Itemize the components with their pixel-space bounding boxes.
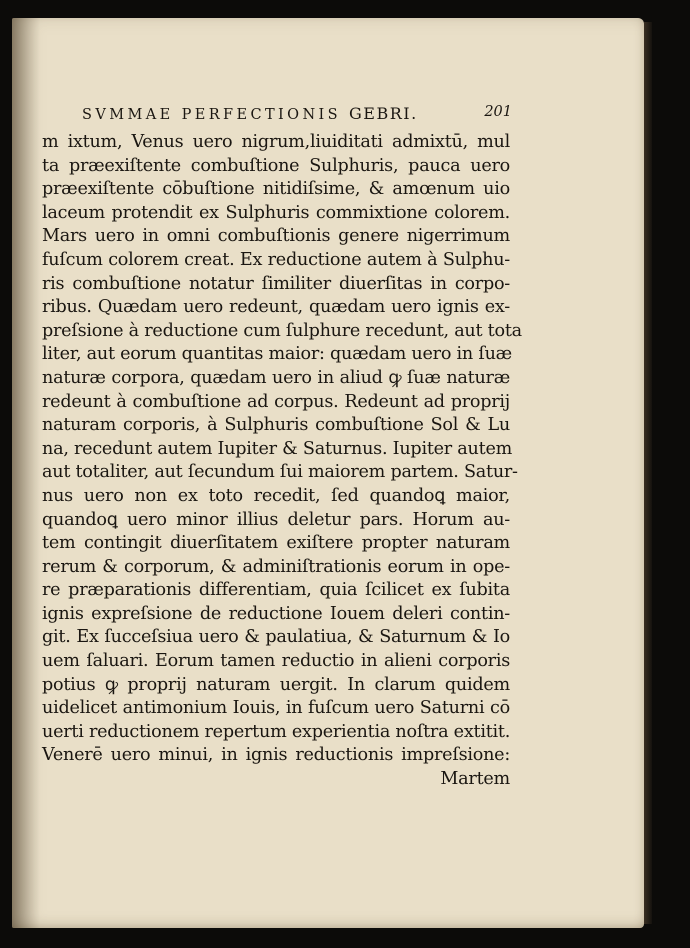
text-line: re præparationis differentiam, quia ſcilicet ex ſubita <box>42 580 510 601</box>
page-edge <box>644 22 652 924</box>
text-line: potius ꝙ proprij naturam uergit. In clarum quidem <box>42 674 510 695</box>
text-line: git. Ex ſucceſsiua uero & paulatiua, & Saturnum & Io <box>42 627 510 648</box>
text-line: uidelicet antimonium Iouis, in fuſcum uero Saturni cō <box>42 698 510 719</box>
running-head-author: GEBRI. <box>349 104 418 123</box>
text-line: rerum & corporum, & adminiſtrationis eorum in ope- <box>42 556 510 577</box>
text-line: Mars uero in omni combuſtionis genere nigerrimum <box>42 226 510 247</box>
text-line: liter, aut eorum quantitas maior: quædam uero in ſuæ <box>42 344 512 365</box>
text-line: naturæ corpora, quædam uero in aliud ꝙ ſuæ naturæ <box>42 367 510 388</box>
text-line: aut totaliter, aut ſecundum ſui maiorem partem. Satur- <box>42 462 518 483</box>
text-line: nus uero non ex toto recedit, ſed quandoꝗ maior, <box>42 485 510 506</box>
folio-number: 201 <box>484 104 512 120</box>
text-line: Venerē uero minui, in ignis reductionis impreſsione: <box>42 745 510 766</box>
text-line: naturam corporis, à Sulphuris combuſtione Sol & Lu <box>42 415 510 436</box>
text-line: m ixtum, Venus uero nigrum,liuiditati admixtū, mul <box>42 132 510 152</box>
text-line: na, recedunt autem Iupiter & Saturnus. Iupiter autem <box>42 438 513 459</box>
text-line: Martem <box>440 769 510 790</box>
text-line: redeunt à combuſtione ad corpus. Redeunt ad proprij <box>42 391 510 412</box>
text-line: ta præexiſtente combuſtione Sulphuris, pauca uero <box>42 155 510 176</box>
text-line: uerti reductionem repertum experientia noſtra extitit. <box>42 721 511 742</box>
running-head-title: SVMMAE PERFECTIONIS <box>82 107 341 123</box>
text-line: ignis expreſsione de reductione Iouem deleri contin- <box>42 603 510 624</box>
body-text <box>42 131 522 792</box>
text-line: fuſcum colorem creat. Ex reductione autem à Sulphu- <box>42 249 510 270</box>
text-line: uem ſaluari. Eorum tamen reductio in alieni corporis <box>42 651 510 672</box>
text-line: laceum protendit ex Sulphuris commixtione colorem. <box>42 202 510 223</box>
text-line: quandoꝗ uero minor illius deletur pars. Horum au- <box>42 509 510 530</box>
text-line: preſsione à reductione cum ſulphure recedunt, aut tota <box>42 320 522 341</box>
text-line: præexiſtente cōbuſtione nitidiſsime, & amœnum uio <box>42 179 510 200</box>
text-line: ribus. Quædam uero redeunt, quædam uero ignis ex- <box>42 297 510 318</box>
book-page <box>12 18 644 928</box>
running-head <box>82 104 512 123</box>
text-line: ris combuſtione notatur ſimiliter diuerſitas in corpo- <box>42 273 510 294</box>
text-line: tem contingit diuerſitatem exiſtere propter naturam <box>42 533 510 554</box>
